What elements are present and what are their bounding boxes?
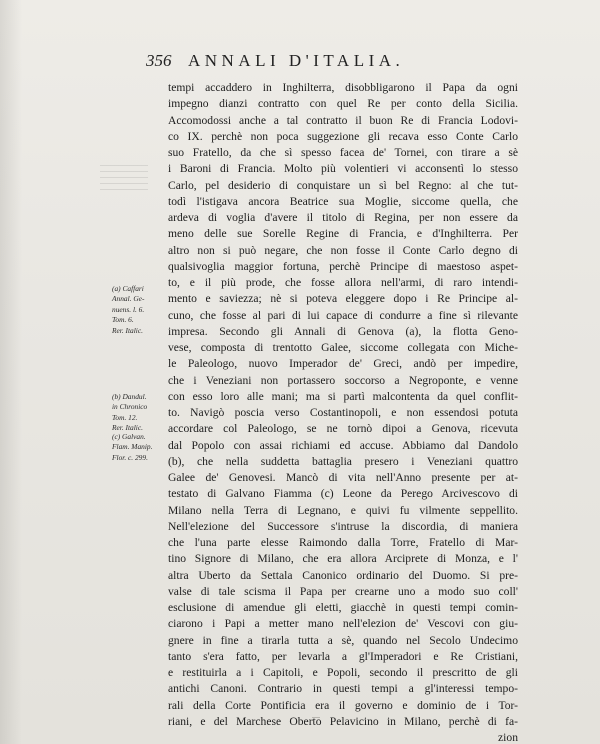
running-head — [146, 51, 476, 73]
text-line: altra Uberto da Settala Canonico ordinario del Duomo. Si pre- — [168, 568, 518, 582]
text-line: co IX. perchè non poca suggezione gli recava esso Conte Carlo — [168, 129, 518, 143]
text-line: to. Navigò poscia verso Costantinopoli, e non essendosi potuta — [168, 406, 518, 419]
text-line: che l'una parte elesse Raimondo dalla Torre, Fratello di Mar- — [168, 536, 518, 549]
margin-note-a — [112, 284, 168, 336]
text-line: tino Signore di Milano, che era allora Arciprete di Monza, e l' — [168, 552, 518, 566]
text-line: impresa. Secondo gli Annali di Genova (a), la flotta Geno- — [168, 324, 518, 338]
show-through-text — [100, 160, 148, 190]
margin-note-line: Flam. Manip. — [112, 442, 153, 452]
text-line: riani, e del Marchese Oberto Pelavicino in Milano, perchè di fa- — [168, 714, 518, 728]
text-line: gnere in fine a tirarla tutta a sè, quando nel Secolo Undecimo — [168, 633, 518, 647]
text-line: antichi Canoni. Contrario in questi tempi a gl'interessi tempo- — [168, 682, 518, 696]
text-line: zion — [498, 731, 518, 744]
text-line: todì l'istigava ancora Beatrice sua Moglie, siccome quella, che — [168, 194, 518, 208]
text-line: Carlo, pel desiderio di conquistare un sì bel Regno: al che tut- — [168, 178, 518, 192]
text-line: vese, composta di trentotto Galee, siccome collegata con Miche- — [168, 341, 518, 354]
text-line: tempi accaddero in Inghilterra, disobbligarono il Papa da ogni — [168, 81, 518, 94]
margin-note-line: nuens. l. 6. — [112, 304, 145, 314]
margin-note-line: Flor. c. 299. — [112, 452, 148, 462]
margin-note-line: Tom. 6. — [112, 315, 134, 325]
page-number: 356 — [146, 51, 172, 70]
text-line: Accomodossi anche a tal contratto il buon Re di Francia Lodovi- — [168, 113, 518, 127]
text-line: accordare col Paleologo, se ne tornò dipoi a Genova, ricevuta — [168, 422, 518, 436]
running-title: ANNALI D'ITALIA. — [188, 51, 405, 70]
margin-note-line: Annal. Ge- — [112, 294, 145, 304]
text-line: altro non si può negare, che non fosse il Conte Carlo degno di — [168, 243, 518, 257]
text-line: meno delle sue Sorelle Regine di Francia, e d'Inghilterra. Per — [168, 227, 518, 241]
margin-note-line: Rer. Italic. — [112, 423, 143, 433]
text-line: testato di Galvano Fiamma (c) Leone da Perego Arcivescovo di — [168, 487, 518, 501]
margin-note-line: (a) Caffari — [112, 284, 144, 293]
text-line: (b), che nella suddetta battaglia presero i Veneziani quattro — [168, 454, 518, 468]
text-line: impegno dianzi contratto con quel Re per conto della Sicilia. — [168, 97, 518, 111]
text-line: esclusione di amendue gli eletti, giacchè in questi tempi comin- — [168, 601, 518, 614]
main-text-column — [168, 80, 518, 744]
text-line: con esso loro alle mani; ma si partì malcontenta da quel conflit- — [168, 389, 518, 403]
printer-mark — [312, 712, 320, 718]
margin-note-line: (c) Galvan. — [112, 432, 146, 441]
text-line: qualsivoglia maggior fortuna, perchè Principe di maestoso aspet- — [168, 259, 518, 273]
text-line: rali della Corte Pontificia era il governo e dominio de i Tor- — [168, 698, 518, 712]
text-line: ciarono i Papi a metter mano nell'elezion de' Vescovi con giu- — [168, 617, 518, 631]
text-line: ardeva di voglia d'avere il titolo di Regina, per non essere da — [168, 211, 518, 224]
text-line: Nell'elezione del Successore s'intruse la discordia, di maniera — [168, 519, 518, 533]
text-line: che i Veneziani non portassero soccorso a Negroponte, e venne — [168, 373, 518, 387]
text-line: dal Popolo con assai richiami ed accuse. Abbiamo dal Dandolo — [168, 438, 518, 452]
text-line: tanto s'era fatto, per levarla a gl'Imperadori e Re Cristiani, — [168, 649, 518, 663]
margin-note-line: in Chronico — [112, 402, 148, 412]
margin-note-line: Rer. Italic. — [112, 325, 143, 335]
text-line: mento e saviezza; nè si poteva eleggere dopo i Re Principe al- — [168, 292, 518, 306]
text-line: cuno, che fosse al pari di lui capace di condurre a fine sì rilevante — [168, 308, 518, 322]
margin-note-line: Tom. 12. — [112, 412, 138, 422]
text-line: le Paleologo, nuovo Imperador de' Greci, andò per impedire, — [168, 357, 518, 371]
margin-note-b — [112, 392, 168, 434]
margin-note-line: (b) Dandul. — [112, 392, 147, 401]
margin-note-c — [112, 432, 168, 463]
text-line: Galee de' Genovesi. Mancò di vita nell'Anno presente per at- — [168, 471, 518, 484]
text-line: suo Fratello, da che sì spesso facea de' Tornei, con tirare a sè — [168, 146, 518, 159]
text-line: valse di tale scisma il Papa per crearne uno a modo suo coll' — [168, 584, 518, 598]
text-line: e restituirla a i Capitoli, e Popoli, secondo il prescritto de gli — [168, 666, 518, 679]
text-line: Milano nella Terra di Legnano, e quivi fu vilmente seppellito. — [168, 503, 518, 517]
text-line: to, e il più prode, che fosse allora nell'armi, di raro intendi- — [168, 276, 518, 289]
text-line: i Baroni di Francia. Molto più volentieri vi acconsentì lo stesso — [168, 162, 518, 176]
